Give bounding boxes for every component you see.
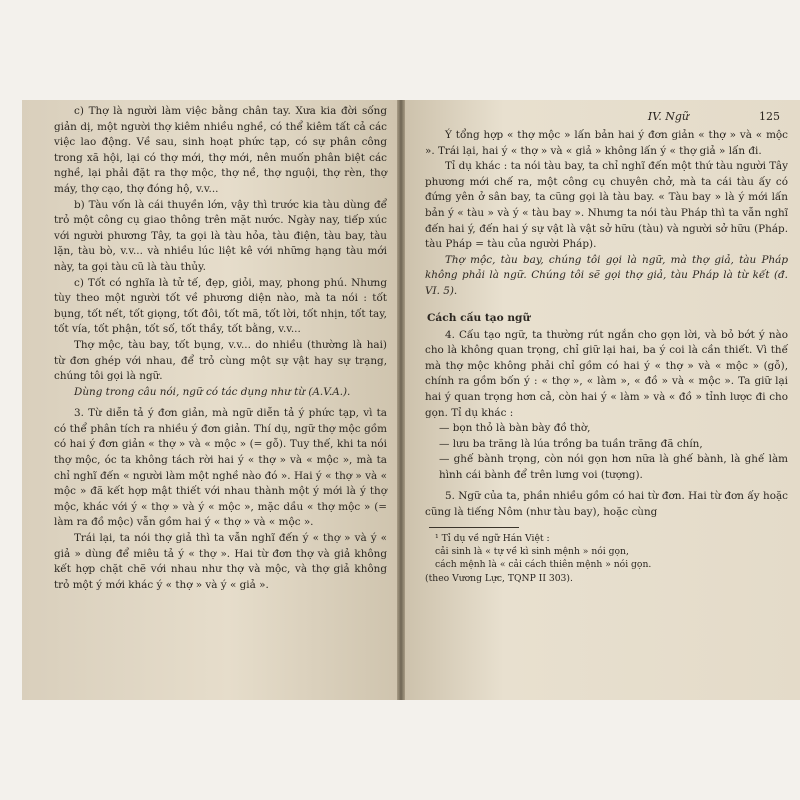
book-gutter	[397, 100, 405, 700]
list-item: — bọn thỏ là bàn bày đồ thờ,	[439, 422, 591, 435]
footnote-line: ¹ Tỉ dụ về ngữ Hán Việt :	[435, 532, 550, 544]
running-header	[425, 110, 788, 128]
paragraph: c) Tốt có nghĩa là tử tế, đẹp, giỏi, may, phong phú. Nhưng tùy theo một người tốt về phương diện nào, mà ta nói : tốt bụng, tốt nết, tốt giọng, tốt đôi, tốt mã, tốt lời, tốt nhịn, tốt tay, tốt vía, tốt phận, tốt số, tốt thầy, tốt bằng, v.v...	[54, 276, 387, 336]
paragraph: Trái lại, ta nói thợ giả thì ta vẫn nghĩ đến ý « thợ » và ý « giả » dùng để miêu tả ý « thợ ». Hai từ đơn thợ và giả không kết hợp chặt chẽ với nhau như thợ và mộc, và thợ giả không trỏ một ý mới khác ý « thợ » và ý « giả ».	[54, 532, 387, 591]
paragraph: Ý tổng hợp « thợ mộc » lấn bản hai ý đơn giản « thợ » và « mộc ». Trái lại, hai ý « thợ » và « giả » không lấn ý « thợ giả » lấn đi.	[425, 129, 788, 157]
paragraph: c) Thợ là người làm việc bằng chân tay. Xưa kia đời sống giản dị, một người thợ kiêm nhiều nghề, có thể kiêm tất cả các việc lao động. Về sau, sinh hoạt phức tạp, có sự phân công trong xã hội, lại có thợ mới, thợ mới, nên muốn phân biệt các nghề, lại phải đặt ra thợ mộc, thợ nề, thợ nguội, thợ rèn, thợ máy, thợ cạo, thợ đóng hộ, v.v...	[54, 105, 387, 195]
page-number: 125	[759, 110, 780, 123]
paragraph: Tỉ dụ khác : ta nói tàu bay, ta chỉ nghĩ đến một thứ tàu người Tây phương mới chế ra, một công cụ chuyên chở, mà ta cái tàu ấy có đứng yên ở sân bay, ta cũng gọi là tàu bay. « Tàu bay » là ý mới lấn bản ý « tàu » và ý « tàu bay ». Nhưng ta nói tàu Pháp thì ta vẫn nghĩ đến hai ý, đến hai ý sự vật là vật sở hữu (tàu) và người sở hữu (Pháp. tàu Pháp = tàu của người Pháp).	[425, 160, 788, 251]
paragraph: b) Tàu vốn là cái thuyền lớn, vậy thì trước kia tàu dùng để trỏ một công cụ giao thông trên mặt nước. Ngày nay, tiếp xúc với người phương Tây, ta gọi là tàu hỏa, tàu điện, tàu bay, tàu lặn, tàu bò, v.v... và nhiều lúc liệt kê với những hạng tàu mới này, ta gọi tàu cũ là tàu thủy.	[54, 198, 387, 273]
paragraph: Dùng trong câu nói, ngữ có tác dụng như từ (A.V.A.).	[74, 385, 351, 398]
footnote-divider	[429, 527, 519, 528]
section-heading: Cách cấu tạo ngữ	[427, 311, 531, 324]
paragraph: 3. Từ diễn tả ý đơn giản, mà ngữ diễn tả ý phức tạp, vì ta có thể phân tích ra nhiều ý đơn giản. Thí dụ, ngữ thợ mộc gồm có hai ý đơn giản « thợ » và « mộc » (= gỗ). Tuy thế, khi ta nói thợ mộc, óc ta không tách rời hai ý « thợ » và « mộc », mà ta chỉ nghĩ đến « người làm một nghề nào đó ». Hai ý « thợ » và « mộc » đã kết hợp mật thiết với nhau thành một ý mới là ý thợ mộc, khác với ý « thợ » và ý « mộc », mặc dầu « thợ mộc » (= làm ra đồ mộc) vẫn gồm hai ý « thợ » và « mộc ».	[54, 407, 387, 529]
list-item: — lưu ba trăng là lúa trồng ba tuần trăng đã chín,	[439, 437, 703, 450]
right-page	[405, 100, 800, 700]
footnote-line: cách mệnh là « cải cách thiên mệnh » nói gọn.	[435, 559, 652, 571]
paragraph: Thợ mộc, tàu bay, tốt bụng, v.v... do nhiều (thường là hai) từ đơn ghép với nhau, để trỏ cùng một sự vật hay sự trạng, chúng tôi gọi là ngữ.	[54, 338, 387, 383]
list-item: — ghế bành trọng, còn nói gọn hơn nữa là ghế bành, là ghế làm hình cái bành để trên lưng voi (tượng).	[439, 453, 788, 481]
footnote-line: (theo Vương Lực, TQNP II 303).	[425, 572, 573, 584]
footnote	[425, 532, 788, 586]
footnote-line: cải sinh là « tự về kì sinh mệnh » nói gọn,	[435, 546, 629, 558]
header-title: IV. Ngữ	[647, 110, 689, 123]
paragraph: 4. Cấu tạo ngữ, ta thường rút ngắn cho gọn lời, và bỏ bớt ý nào cho là không quan trọng, chỉ giữ lại hai, ba ý coi là cần thiết. Vì thế mà thợ mộc không phải chỉ gồm có hai ý « thợ » và « mộc » (gỗ), chính ra gồm bốn ý : « thợ », « làm », « đồ » và « mộc ». Ta giữ lại hai ý quan trọng hơn cả, còn hai ý « làm » và « đồ » tỉnh lược đi cho gọn. Tỉ dụ khác :	[425, 328, 788, 419]
paragraph: Thợ mộc, tàu bay, chúng tôi gọi là ngữ, mà thợ giả, tàu Pháp không phải là ngữ. Chúng tôi sẽ gọi thợ giả, tàu Pháp là từ kết (đ. VI. 5).	[425, 253, 788, 297]
paragraph: 5. Ngữ của ta, phần nhiều gồm có hai từ đơn. Hai từ đơn ấy hoặc cũng là tiếng Nôm (như tàu bay), hoặc cùng	[425, 490, 788, 519]
open-book	[22, 100, 800, 700]
left-page	[22, 100, 397, 700]
